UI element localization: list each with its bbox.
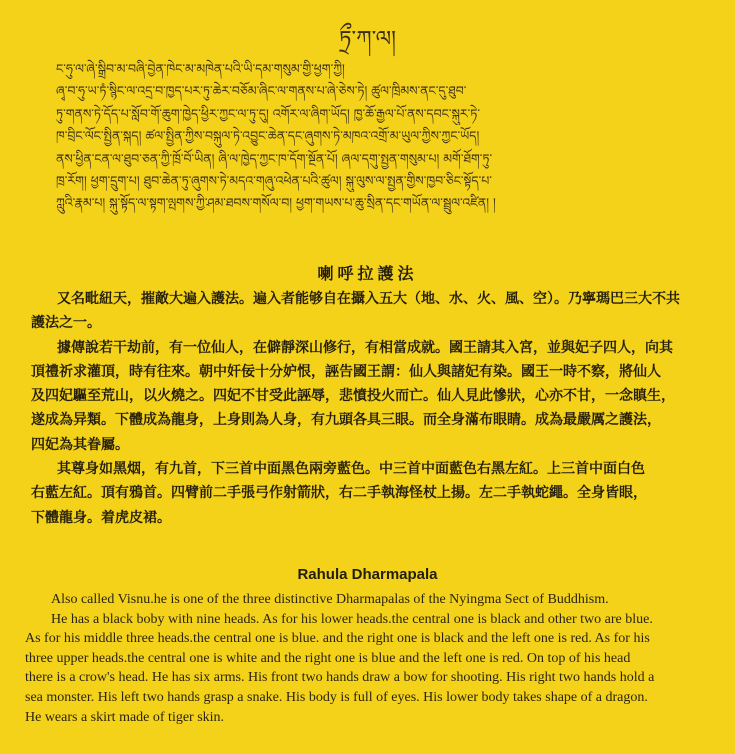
chinese-line: 又名毗紐天，摧敵大遍入護法。遍入者能够自在攝入五大（地、水、火、風、空）。乃寧瑪巴三大不共 — [57, 291, 680, 307]
chinese-line: 及四妃驅至荒山，以火燒之。四妃不甘受此誣辱，悲憤投火而亡。仙人見此慘狀，心亦不甘，一念瞋生， — [31, 388, 675, 405]
tibetan-line: ཀླུའི་རྣམ་པ། སྐུ་སྟོད་ལ་སྟག་ལྤགས་ཀྱི་ཤམ་ཐབས་གསོལ་བ། ཕྱག་གཡས་པ་ཆུ་སྲིན་དང་གཡོན་ལ་སྦྲུལ་འཛིན། ། — [56, 195, 496, 211]
english-line: sea monster. His left two hands grasp a snake. His body is full of eyes. His lower body takes shape of a dragon. — [25, 689, 648, 705]
tibetan-line: ཁ་བྲིང་ལོང་སྤྱིན་སྐད། ཚལ་སྤྱིན་ཀྱིས་བསྐུལ་ཏེ་འབྱུང་ཆེན་དང་ཞུགས་ཏེ་མཁའ་འགྲོ་མ་ཡུལ་ཀྱིས་ཀྱང་ཡོད། — [56, 128, 480, 144]
chinese-line: 護法之一。 — [31, 315, 101, 332]
tibetan-line: ཞྭ་བ་ཧུ་ཡ་ཏཾ་སྙིང་ལ་འདྲ་བ་ཁྱད་པར་ཏུ་ཆེར་བཅོམ་ཞིང་ལ་གནས་པ་ཞེ་ཅེས་ཏེ། ཚུལ་ཁྲིམས་ནང་དུ་ཐུབ་ — [56, 83, 467, 99]
tibetan-title: ཏྲྀ་ཀ་ལ། — [339, 27, 396, 52]
chinese-line: 遂成為异類。下體成為龍身，上身則為人身，有九頭各具三眼。而全身滿布眼睛。成為最嚴厲之護法， — [31, 412, 661, 429]
chinese-line: 右藍左紅。頂有鴉首。四臂前二手張弓作射箭狀，右二手執海怪杖上揚。左二手執蛇繩。全身皆眼， — [31, 485, 647, 502]
chinese-line: 四妃為其眷屬。 — [31, 436, 129, 453]
english-text — [25, 590, 725, 727]
english-line: He has a black boby with nine heads. As for his lower heads.the central one is black and other two are blue. — [51, 611, 653, 627]
chinese-title: 喇呼拉護法 — [317, 264, 418, 283]
english-line: As for his middle three heads.the central one is blue. and the right one is black and the left one is red. As for his — [25, 631, 650, 647]
english-line: there is a crow's head. He has six arms. His front two hands draw a bow for shooting. His right two hands hold a — [25, 670, 655, 686]
english-title: Rahula Dharmapala — [297, 566, 438, 583]
tibetan-line: ཁྲ་རོག། ཕྱག་དྲུག་པ། ཐུབ་ཆེན་ཏུ་ཞུགས་ཏེ་མདའ་གཞུ་འཕེན་པའི་ཚུལ། སྐུ་ལུས་ལ་སྤྱན་གྱིས་ཁྱབ་ཅིང་སྟོད་པ་ — [56, 172, 492, 188]
english-line: He wears a skirt made of tiger skin. — [25, 709, 225, 725]
tibetan-text — [56, 58, 696, 215]
tibetan-line: ནས་ཕྱིན་ངན་ལ་ཐུབ་ཅན་ཀྱི་ཁྲོ་བོ་ཡིན། ཞི་ལ་ཁྱེད་ཀྱང་ཁ་དོག་སྔོན་པོ། ཞལ་དགུ་སྤྱན་གསུམ་པ། མགོ་ཐོག་ཏུ་ — [56, 150, 493, 166]
tibetan-line: ཏུ་གནས་ཏེ་དོད་པ་སློབ་གོ་ཆུག་ཁྱེད་ཕྱིར་ཀྱང་ལ་ཏུ་དུ། འགོར་ལ་ཞིག་ཡོད། ཁྱ་ཆོ་རྒྱལ་པོ་ནས་དབང་སྐུར་ཏེ་ — [56, 105, 481, 121]
chinese-line: 下體龍身。着虎皮裙。 — [31, 509, 171, 526]
chinese-line: 其尊身如黑烟，有九首，下三首中面黑色兩旁藍色。中三首中面藍色右黑左紅。上三首中面白色 — [57, 461, 645, 478]
english-line: Also called Visnu.he is one of the three distinctive Dharmapalas of the Nyingma Sect of Buddhism. — [51, 592, 609, 607]
english-line: three upper heads.the central one is white and the right one is blue and the left one is red. On top of his head — [25, 650, 631, 666]
tibetan-line: ང་ཧུ་ལ་ཞེ་སྒྲིབ་མ་བཞི་བྱེན་ཁེང་མ་མཁེན་པའི་ཡི་དམ་གསུམ་གྱི་ཕྱག་ཀྱི། — [56, 61, 345, 76]
chinese-text — [31, 287, 723, 530]
chinese-line: 頂禮祈求灌頂，時有往來。朝中奸佞十分妒恨，誣告國王謂：仙人與諸妃有染。國王一時不察，將仙人 — [31, 363, 661, 380]
chinese-line: 據傳說若干劫前，有一位仙人，在僻靜深山修行，有相當成就。國王請其入宮，並與妃子四人，向其 — [57, 339, 673, 356]
